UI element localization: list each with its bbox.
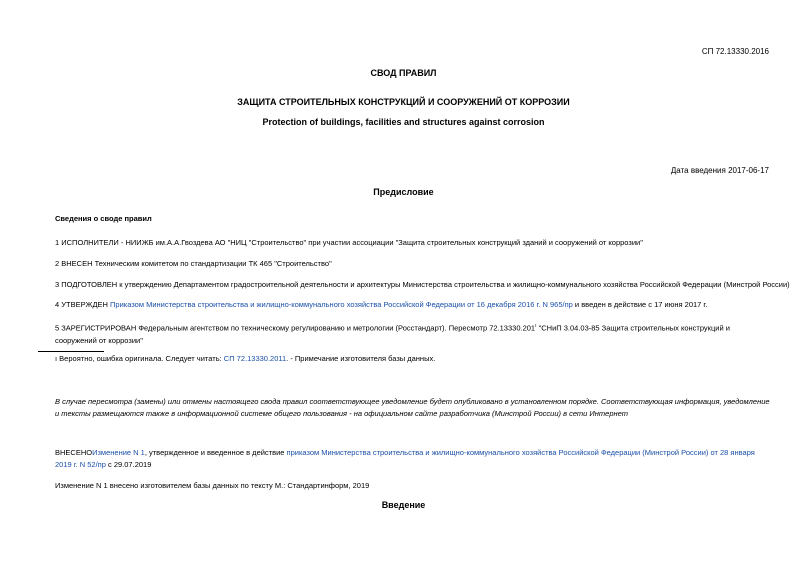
footnote-sp-link[interactable]: СП 72.13330.2011 [223,354,287,363]
amendment-note: Изменение N 1 внесено изготовителем базы данных по тексту М.: Стандартинформ, 2019 [55,481,370,490]
preface-item-5-rest: "СНиП 3.04.03-85 Защита строительных конструкций и сооружений от коррозии" [55,323,730,345]
preface-item-4-label: 4 УТВЕРЖДЕН [55,300,111,309]
document-title-en: Protection of buildings, facilities and structures against corrosion [262,117,545,127]
preface-item-5-start: 5 ЗАРЕГИСТРИРОВАН Федеральным агентством по техническому регулированию и метрологии (Росстандарт). Пересмотр 72.13330.201 [55,323,536,333]
preface-item-4 [55,299,707,311]
preface-item-4-rest: и введен в действие с 17 июня 2017 г. [572,300,708,309]
amendment-line [55,447,770,471]
footnote-ref-marker[interactable]: ı [535,323,537,329]
preface-subheading: Сведения о своде правил [55,214,152,223]
introduction-date: Дата введения 2017-06-17 [670,166,769,175]
preface-item-1: 1 ИСПОЛНИТЕЛИ - НИИЖБ им.А.А.Гвоздева АО "НИЦ "Строительство" при участии ассоциации "Защита строительных конструкций зданий и сооружений от коррозии" [55,238,643,247]
footnote-text-before: Вероятно, ошибка оригинала. Следует читать: [57,354,224,363]
preface-item-3: 3 ПОДГОТОВЛЕН к утверждению Департаментом градостроительной деятельности и архитектуры Министерства строительства и жилищно-коммунального хозяйства Российской Федерации (Минстрой России) [55,280,790,289]
amendment-text-1: , утвержденное и введенное в действие [144,448,287,457]
document-kind-title: СВОД ПРАВИЛ [370,68,437,78]
order-link[interactable]: Приказом Министерства строительства и жилищно-коммунального хозяйства Российской Федерации от 16 декабря 2016 г. N 965/пр [110,300,573,309]
introduction-heading: Введение [381,500,426,510]
amendment-link[interactable]: Изменение N 1 [92,448,145,457]
preface-item-5 [55,320,770,347]
amendment-order-link[interactable]: приказом Министерства строительства и жилищно-коммунального хозяйства Российской Федерации (Минстрой России) от 28 января 2019 г. N 52/пр [55,448,755,469]
footnote-marker: ı [55,354,58,363]
revision-notice: В случае пересмотра (замены) или отмены настоящего свода правил соответствующее уведомление будет опубликовано в установленном порядке. Соответствующая информация, уведомление и тексты размещаются также в информационной системе общего пользования - на официальном сайте разработчика (Минстрой России) в сети Интернет [55,397,770,418]
preface-heading: Предисловие [373,187,434,197]
document-title-ru: ЗАЩИТА СТРОИТЕЛЬНЫХ КОНСТРУКЦИЙ И СООРУЖЕНИЙ ОТ КОРРОЗИИ [237,97,570,107]
footnote [55,353,435,365]
amendment-label: ВНЕСЕНО [55,448,93,457]
amendment-text-2: с 29.07.2019 [105,460,152,469]
preface-item-2: 2 ВНЕСЕН Техническим комитетом по стандартизации ТК 465 "Строительство" [55,259,332,268]
footnote-text-after: . - Примечание изготовителя базы данных. [286,354,436,363]
document-code: СП 72.13330.2016 [701,47,769,56]
footnote-divider [38,351,104,352]
